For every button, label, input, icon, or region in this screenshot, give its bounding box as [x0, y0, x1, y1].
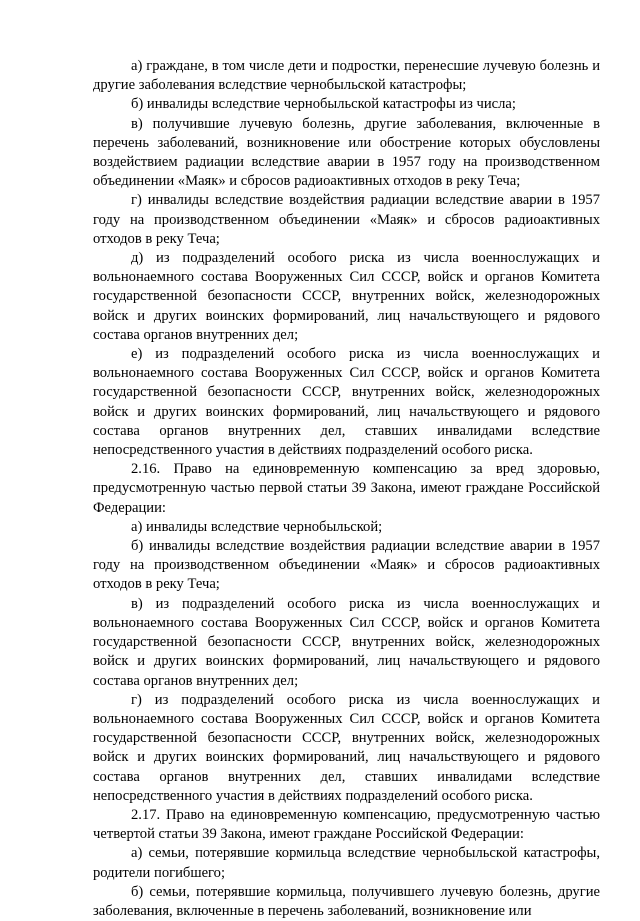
paragraph-d-special-risk: д) из подразделений особого риска из числа военнослужащих и вольнонаемного состава Вооруженных Сил СССР, войск и органов Комитета государственной безопасности СССР, внутренних войск, железнодорожных войск и других воинских формирований, лиц начальствующего и рядового состава органов внутренних дел; [93, 250, 600, 343]
paragraph-2-16-a: а) инвалиды вследствие чернобыльской; [131, 518, 383, 535]
paragraph-a-citizens: а) граждане, в том числе дети и подростки, перенесшие лучевую болезнь и другие заболевания вследствие чернобыльской катастрофы; [93, 58, 600, 94]
section-2-16: 2.16. Право на единовременную компенсацию за вред здоровью, предусмотренную частью первой статьи 39 Закона, имеют граждане Российской Федерации: [93, 461, 600, 516]
section-2-17: 2.17. Право на единовременную компенсацию, предусмотренную частью четвертой статьи 39 Закона, имеют граждане Российской Федерации: [93, 806, 600, 843]
paragraph-2-17-b: б) семьи, потерявшие кормильца, получившего лучевую болезнь, другие заболевания, включенные в перечень заболеваний, возникновение или [93, 883, 600, 919]
paragraph-2-16-g: г) из подразделений особого риска из числа военнослужащих и вольнонаемного состава Вооруженных Сил СССР, войск и органов Комитета государственной безопасности СССР, внутренних войск, железнодорожных войск и других воинских формирований, лиц начальствующего и рядового состава органов внутренних дел, ставших инвалидами вследствие непосредственного участия в действиях подразделений особого риска. [93, 691, 600, 804]
paragraph-g-mayak-disabled: г) инвалиды вследствие воздействия радиации вследствие аварии в 1957 году на производственном объединении «Маяк» и сбросов радиоактивных отходов в реку Теча; [93, 192, 600, 247]
paragraph-2-16-b: б) инвалиды вследствие воздействия радиации вследствие аварии в 1957 году на производственном объединении «Маяк» и сбросов радиоактивных отходов в реку Теча; [93, 538, 600, 593]
paragraph-b-disabled: б) инвалиды вследствие чернобыльской катастрофы из числа; [131, 96, 516, 113]
paragraph-v-radiation-illness: в) получившие лучевую болезнь, другие заболевания, включенные в перечень заболеваний, возникновение или обострение которых обусловлены воздействием радиации вследствие аварии в 1957 году на производственном объединении «Маяк» и сбросов радиоактивных отходов в реку Теча; [93, 115, 600, 190]
paragraph-2-17-a: а) семьи, потерявшие кормильца вследствие чернобыльской катастрофы, родители погибшего; [93, 845, 600, 881]
paragraph-2-16-v: в) из подразделений особого риска из числа военнослужащих и вольнонаемного состава Вооруженных Сил СССР, войск и органов Комитета государственной безопасности СССР, внутренних войск, железнодорожных войск и других воинских формирований, лиц начальствующего и рядового состава органов внутренних дел; [93, 595, 600, 689]
paragraph-e-special-risk-disabled: е) из подразделений особого риска из числа военнослужащих и вольнонаемного состава Вооруженных Сил СССР, войск и органов Комитета государственной безопасности СССР, внутренних войск, железнодорожных войск и других воинских формирований, лиц начальствующего и рядового состава органов внутренних дел, ставших инвалидами вследствие непосредственного участия в действиях подразделений особого риска. [93, 346, 600, 459]
